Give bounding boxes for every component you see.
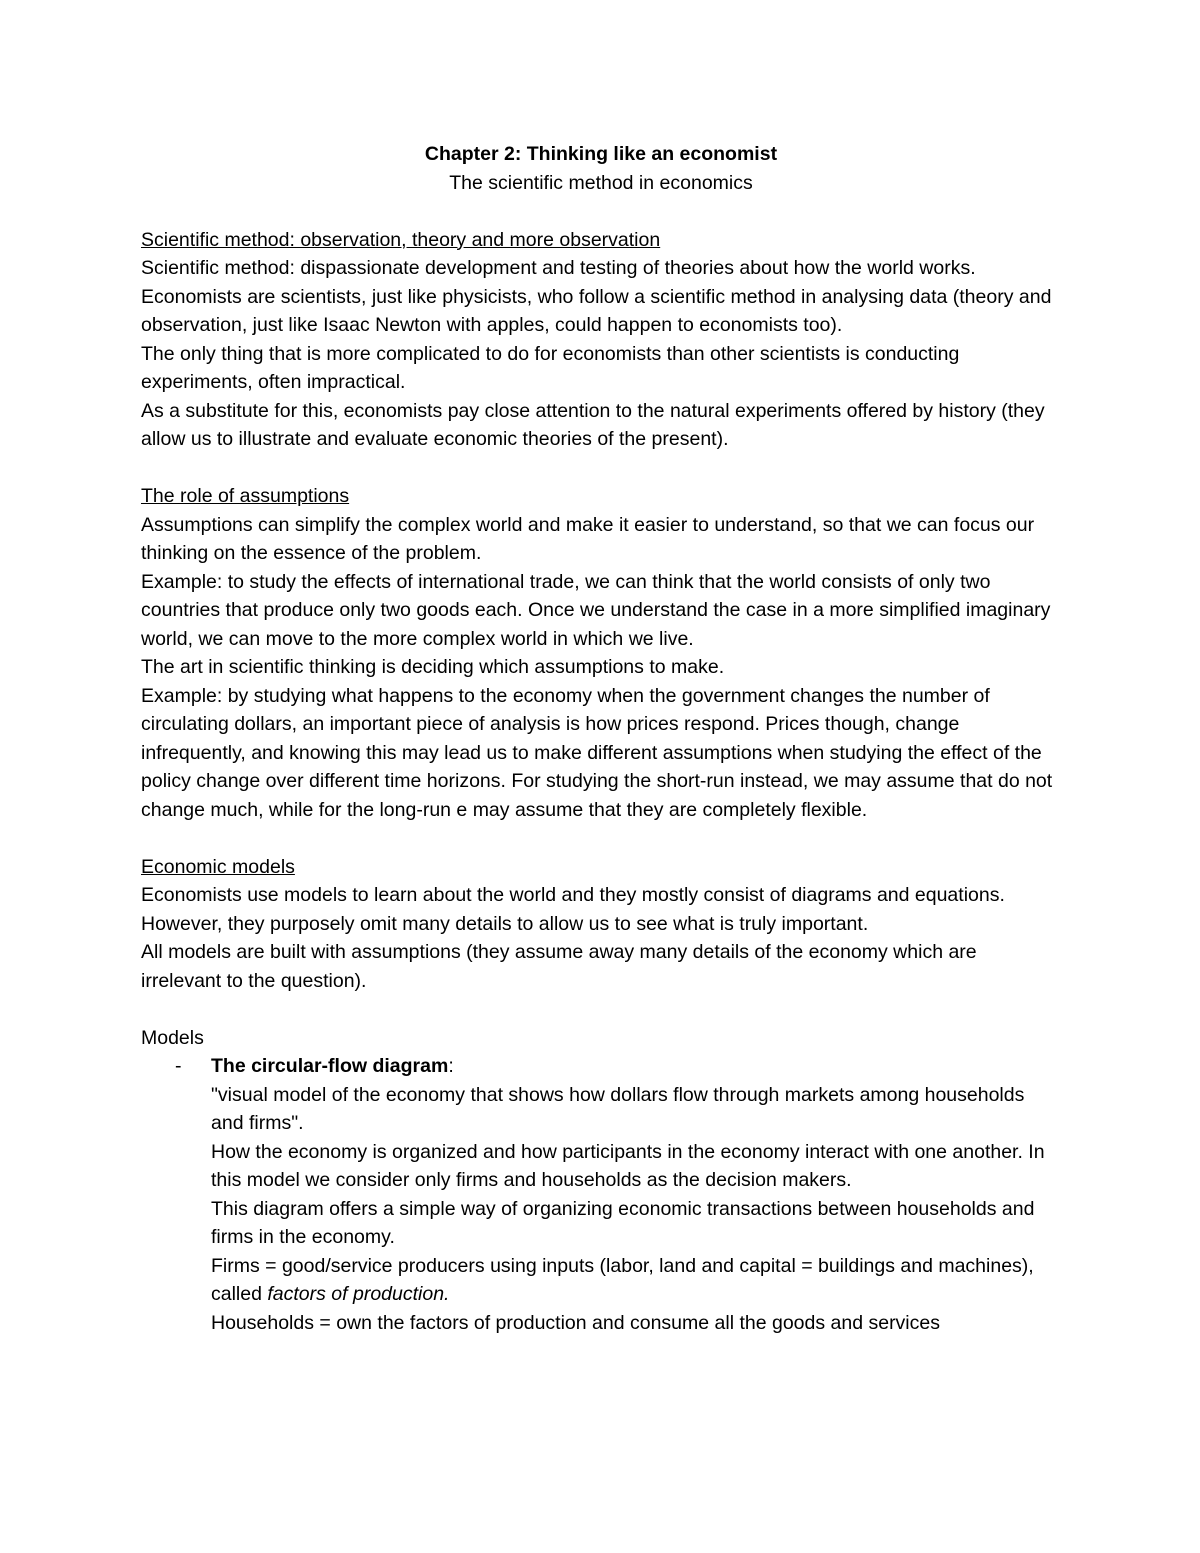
firms-text: Firms = good/service producers using inputs (labor, land and capital = buildings and machines), called [211,1254,1034,1305]
bullet-line: This diagram offers a simple way of organizing economic transactions between households and firms in the economy. [211,1197,1035,1248]
paragraph: Economists are scientists, just like physicists, who follow a scientific method in analysing data (theory and observation, just like Isaac Newton with apples, could happen to economists too). [141,285,1052,336]
paragraph: The only thing that is more complicated to do for economists than other scientists is conducting experiments, often impractical. [141,342,960,393]
models-label: Models [141,1026,204,1049]
bullet-title-line [211,1052,1061,1081]
page-title: Chapter 2: Thinking like an economist [424,143,778,165]
section-models [141,1024,1061,1338]
bullet-line: "visual model of the economy that shows how dollars flow through markets among households and firms". [211,1083,1025,1134]
spacer [141,824,1061,853]
paragraph: As a substitute for this, economists pay close attention to the natural experiments offered by history (they allow us to illustrate and evaluate economic theories of the present). [141,399,1045,450]
list-item [141,1052,1061,1337]
paragraph: Example: to study the effects of international trade, we can think that the world consists of only two countries that produce only two goods each. Once we understand the case in a more simplified imaginary world, we can move to the more complex world in which we live. [141,570,1051,650]
paragraph: Assumptions can simplify the complex world and make it easier to understand, so that we can focus our thinking on the essence of the problem. [141,513,1035,564]
paragraph: The art in scientific thinking is deciding which assumptions to make. [141,656,725,678]
section-heading: Economic models [141,855,295,878]
section-heading: Scientific method: observation, theory and more observation [141,228,661,251]
paragraph: Example: by studying what happens to the economy when the government changes the number of circulating dollars, an important piece of analysis is how prices respond. Prices though, change infrequently, and knowing this may lead us to make different assumptions when studying the effect of the policy change over different time horizons. For studying the short-run instead, we may assume that do not change much, while for the long-run e may assume that they are completely flexible. [141,684,1053,821]
paragraph: Scientific method: dispassionate development and testing of theories about how the world works. [141,257,976,279]
bullet-colon: : [448,1055,454,1077]
factors-of-production: factors of production. [267,1283,450,1305]
bullet-title: The circular-flow diagram [211,1055,449,1077]
page-subtitle: The scientific method in economics [449,171,753,194]
section-economic-models [141,853,1061,996]
document-page [141,140,1061,1337]
bullet-line-households: Households = own the factors of production and consume all the goods and services [211,1311,940,1334]
bullet-line: How the economy is organized and how participants in the economy interact with one another. In this model we consider only firms and households as the decision makers. [211,1140,1045,1191]
section-heading: The role of assumptions [141,485,350,507]
spacer [141,454,1061,483]
section-scientific-method [141,226,1061,454]
bullet-line-firms [211,1252,1061,1309]
paragraph: All models are built with assumptions (they assume away many details of the economy which are irrelevant to the question). [141,941,977,992]
bullet-dash: - [175,1055,182,1077]
paragraph: Economists use models to learn about the world and they mostly consist of diagrams and equations. However, they purposely omit many details to allow us to see what is truly important. [141,884,1005,935]
section-assumptions [141,482,1061,824]
spacer [141,995,1061,1024]
spacer [141,197,1061,226]
